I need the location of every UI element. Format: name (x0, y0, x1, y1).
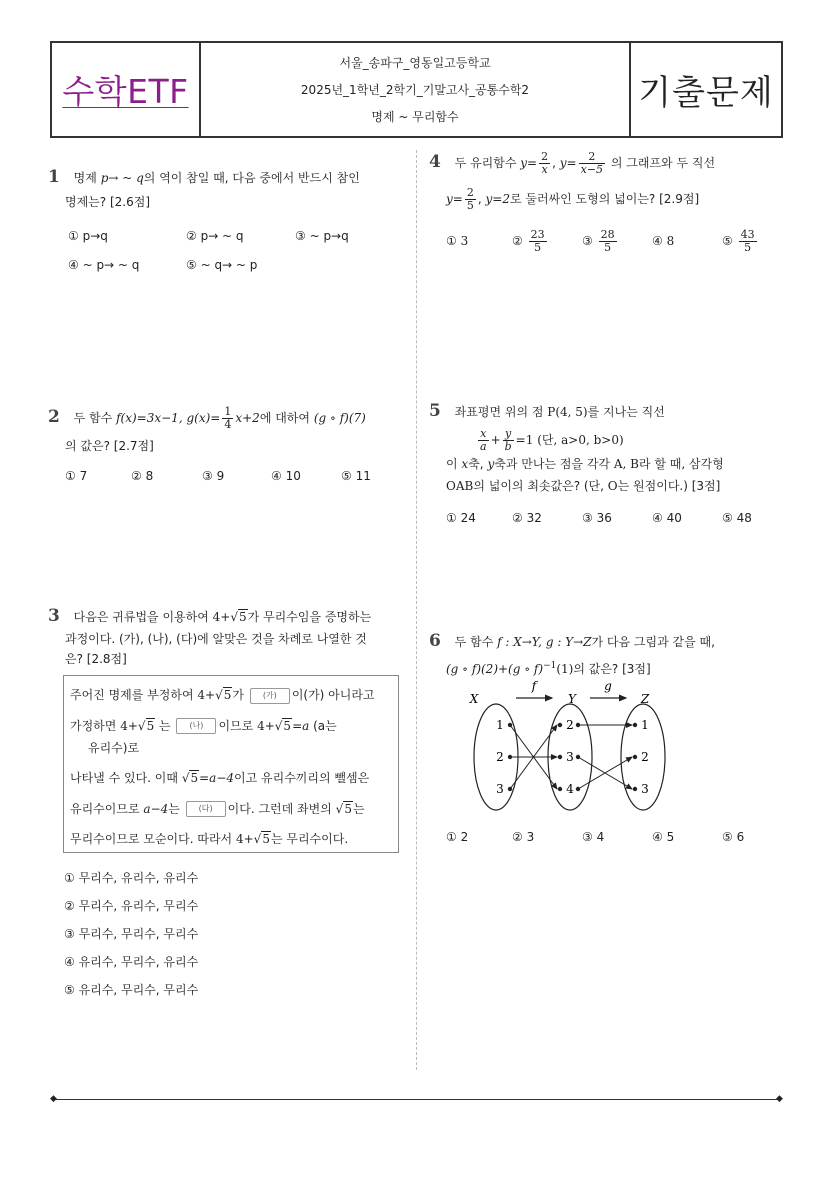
y-dot-2 (558, 723, 562, 727)
set-label-x: X (469, 692, 479, 706)
blank-na: (나) (176, 718, 216, 734)
q2-text-pre: 두 함수 (73, 411, 113, 425)
q5-equation: $\frac{x}{a}$ + $\frac{y}{b}$ =1 (단, a>0, b>0) (480, 427, 624, 453)
set-label-y: Y (568, 692, 576, 706)
q4-frac-2: $\frac{2}{x-5}$ (580, 150, 604, 176)
question-number: 3 (48, 606, 60, 626)
z-dot-2 (633, 755, 637, 759)
q2-mid: 에 대하여 (259, 411, 310, 425)
q5-text: 좌표평면 위의 점 (454, 405, 544, 419)
option-1[interactable]: ① 무리수, 유리수, 유리수 (64, 871, 199, 885)
proof-text: 이(가) 아니라고 (291, 688, 375, 702)
logo-cell (52, 43, 201, 136)
z-element-1: 1 (641, 718, 649, 732)
question-number: 2 (48, 407, 60, 427)
tag-cell (631, 43, 781, 136)
z-dot-3 (633, 787, 637, 791)
x-element-3: 3 (496, 782, 504, 796)
q4-frac-1: $\frac{2}{x}$ (541, 150, 549, 176)
proof-text: 이므로 (218, 718, 254, 733)
proof-text: 유리수이므로 (70, 801, 140, 816)
option-2[interactable]: ② 무리수, 유리수, 무리수 (64, 899, 199, 913)
set-label-z: Z (640, 692, 650, 706)
q6-text: 가 다음 그림과 같을 때, (591, 635, 715, 649)
proof-text: 는 (159, 718, 171, 733)
school-name: 서울_송파구_영동일고등학교 (339, 56, 491, 70)
q5-text: 를 지나는 직선 (587, 405, 665, 419)
question-1 (48, 164, 398, 283)
proof-math: =a (292, 718, 310, 733)
option-3[interactable]: ③ $\frac{28}{5}$ (582, 228, 615, 254)
q2-g-pre: g(x)= (186, 411, 221, 425)
blank-da: (다) (186, 801, 226, 817)
option-1[interactable]: ① 24 (446, 511, 476, 525)
option-2[interactable]: ② $\frac{23}{5}$ (512, 228, 545, 254)
question-5: 5 좌표평면 위의 점 P(4, 5)를 지나는 직선 $\frac{x}{a}$ + $\frac{y}{b}$ =1 (단, a>0, b>0) 이 x축, y축과 만나는 점을 각각 A, B라 할 때, 삼각형 OAB의 넓이의 최솟값은? (단, O는 원점이다.) [3점] ① 24 ② 32 ③ 36 ④ 40 ⑤ 48 (429, 398, 789, 531)
q3-text-b: 가 무리수임을 증명하는 (247, 610, 372, 624)
proof-text: 나타낼 수 있다. 이때 (70, 771, 178, 785)
option-3[interactable]: ③ 36 (582, 511, 612, 525)
option-5[interactable]: ⑤ 48 (722, 511, 752, 525)
exam-scope: 명제 ~ 무리함수 (371, 110, 459, 124)
option-4[interactable]: ④ 10 (271, 469, 301, 483)
proof-math: a−4 (143, 801, 169, 816)
option-4[interactable]: ④ 유리수, 무리수, 유리수 (64, 955, 199, 969)
option-2[interactable]: ② 3 (512, 830, 535, 844)
q6-options (446, 824, 786, 850)
question-2 (48, 404, 408, 489)
sqrt-symbol: √5 (230, 610, 247, 624)
proof-text: 가정하면 (70, 718, 117, 733)
option-2[interactable]: ② 8 (131, 469, 154, 483)
blank-ga: (가) (250, 688, 290, 704)
q4-options (446, 226, 789, 266)
option-2[interactable]: ② 32 (512, 511, 542, 525)
q1-text-post: 의 역이 참일 때, 다음 중에서 반드시 참인 (143, 171, 360, 185)
y-element-4: 4 (566, 782, 574, 796)
q2-f: f(x)=3x−1, (116, 411, 183, 425)
question-number: 1 (48, 167, 60, 187)
proof-text: 주어진 명제를 부정하여 (70, 688, 194, 702)
option-4[interactable]: ④ ~ p→ ~ q (68, 258, 140, 272)
exam-name: 2025년_1학년_2학기_기말고사_공통수학2 (300, 83, 530, 97)
option-3[interactable]: ③ 무리수, 무리수, 무리수 (64, 927, 199, 941)
proof-text: 가 (232, 688, 244, 702)
option-3[interactable]: ③ 9 (202, 469, 225, 483)
q3-text-a: 다음은 귀류법을 이용하여 (73, 610, 209, 624)
option-4[interactable]: ④ 5 (652, 830, 675, 844)
proof-text: (a는 (313, 718, 337, 733)
proof-text: 는 (168, 801, 180, 816)
proof-box: 주어진 명제를 부정하여 4+√5가 (가) 이(가) 아니라고 가정하면 4+√5 는 (나) 이므로 4+√5=a (a는 유리수)로 나타낼 수 있다. 이때 √5=a−4이고 유리수끼리의 뺄셈은 유리수이므로 a−4는 (다) 이다. 그런데 좌변의 √5는 무리수이므로 모순이다. 따라서 4+√5는 무리수이다. (63, 675, 399, 853)
q4-math: y= (520, 156, 538, 170)
option-3[interactable]: ③ 4 (582, 830, 605, 844)
y-element-3: 3 (566, 750, 574, 764)
option-5[interactable]: ⑤ 유리수, 무리수, 무리수 (64, 983, 199, 997)
proof-text: 무리수이므로 모순이다. 따라서 (70, 832, 233, 846)
q5-text: 의 넓이의 최솟값은? (단, (473, 479, 604, 493)
q5-options (446, 505, 789, 531)
proof-text: 이고 유리수끼리의 뺄셈은 (234, 771, 370, 785)
q2-g-fraction: $\frac{1}{4}$ (224, 405, 232, 431)
q2-line2: 의 값은? [2.7점] (65, 439, 154, 453)
option-1[interactable]: ① 7 (65, 469, 88, 483)
option-1[interactable]: ① p→q (68, 229, 108, 243)
q1-text-pre: 명제 (73, 171, 97, 185)
proof-text: 는 (352, 801, 365, 816)
q1-line2: 명제는? [2.6점] (65, 195, 150, 209)
q4-math: y=2 (485, 192, 510, 206)
q2-g-post: x+2 (235, 411, 260, 425)
footer-dot-right: ◆ (776, 1094, 783, 1104)
q1-formula: p→ ~ q (100, 171, 144, 185)
doc-tag: 기출문제 (638, 73, 774, 113)
q5-text: 라 할 때, 삼각형 (638, 457, 724, 471)
arrow-label-f: f (531, 679, 537, 693)
option-4[interactable]: ④ 40 (652, 511, 682, 525)
q5-text: 축과 만나는 점을 각각 (494, 457, 611, 471)
arrow-label-g: g (604, 679, 612, 693)
option-5[interactable]: ⑤ 6 (722, 830, 745, 844)
q6-text: 의 값은? [3점] (573, 662, 651, 676)
column-divider (416, 150, 417, 1070)
logo: 수학ETF (62, 72, 189, 111)
proof-text: 유리수)로 (88, 741, 140, 755)
question-4: 4 두 유리함수 y= $\frac{2}{x}$ , y= $\frac{2}{x-5}$ 의 그래프와 두 직선 y= $\frac{2}{5}$ , y=2로 둘러싸인 도형의 넓이는? [2.9점] ① 3 ② $\frac{23}{5}$ ③ $\frac{28}{5}$ ④ 8 ⑤ $\frac{43}{5}$ (429, 147, 789, 266)
q5-point: P(4, 5) (547, 405, 588, 419)
q3-options (64, 864, 198, 1004)
q5-text: 는 원점이다.) [3점] (617, 479, 721, 493)
proof-text: 는 무리수이다. (270, 832, 349, 846)
q2-options (65, 463, 408, 489)
option-2[interactable]: ② p→ ~ q (186, 229, 244, 243)
option-5[interactable]: ⑤ 11 (341, 469, 371, 483)
q5-text: 이 (446, 457, 458, 471)
option-1[interactable]: ① 2 (446, 830, 469, 844)
x-element-1: 1 (496, 718, 504, 732)
q6-f: f : X→Y, (497, 635, 542, 649)
proof-text: 이다. 그런데 좌변의 (227, 801, 332, 816)
option-1[interactable]: ① 3 (446, 234, 469, 248)
y-element-2: 2 (566, 718, 574, 732)
q5-text: 축, (468, 457, 484, 471)
exam-info (201, 43, 631, 136)
q4-text-post: 로 둘러싸인 도형의 넓이는? [2.9점] (509, 192, 700, 206)
exam-header (50, 41, 783, 138)
question-6: 6 두 함수 f : X→Y, g : Y→Z가 다음 그림과 같을 때, (g ∘ f)(2)+(g ∘ f)$^{-1}$(1)의 값은? [3점] (429, 631, 715, 676)
q2-composition: (g ∘ f)(7) (313, 411, 366, 425)
question-number: 5 (429, 401, 441, 421)
mapping-diagram (460, 675, 680, 815)
footer-rule (53, 1099, 779, 1100)
q4-math: y= (446, 192, 463, 206)
y-dot-4 (558, 787, 562, 791)
q4-math: y= (559, 156, 577, 170)
option-4[interactable]: ④ 8 (652, 234, 675, 248)
q3-line3: 은? [2.8점] (65, 652, 127, 666)
option-3[interactable]: ③ ~ p→q (295, 229, 349, 243)
q3-line2: 과정이다. (가), (나), (다)에 알맞은 것을 차례로 나열한 것 (65, 632, 367, 646)
q6-text: 두 함수 (454, 635, 494, 649)
question-number: 4 (429, 152, 441, 172)
z-dot-1 (633, 723, 637, 727)
option-5[interactable]: ⑤ $\frac{43}{5}$ (722, 228, 755, 254)
option-5[interactable]: ⑤ ~ q→ ~ p (186, 258, 258, 272)
z-element-2: 2 (641, 750, 649, 764)
question-number: 6 (429, 631, 441, 651)
q6-math: (g ∘ f)(2)+(g ∘ f) (446, 662, 544, 676)
q4-text-mid: 의 그래프와 두 직선 (610, 156, 716, 170)
z-element-3: 3 (641, 782, 649, 796)
q4-text-pre: 두 유리함수 (454, 156, 517, 170)
y-dot-3 (558, 755, 562, 759)
proof-math: =a−4 (199, 771, 235, 785)
q4-frac-3: $\frac{2}{5}$ (466, 186, 474, 212)
x-element-2: 2 (496, 750, 504, 764)
q1-options (68, 223, 398, 283)
question-3 (48, 603, 408, 672)
q3-expr: 4+ (212, 610, 231, 624)
footer-dot-left: ◆ (50, 1094, 57, 1104)
q6-g: g : Y→Z (545, 635, 592, 649)
